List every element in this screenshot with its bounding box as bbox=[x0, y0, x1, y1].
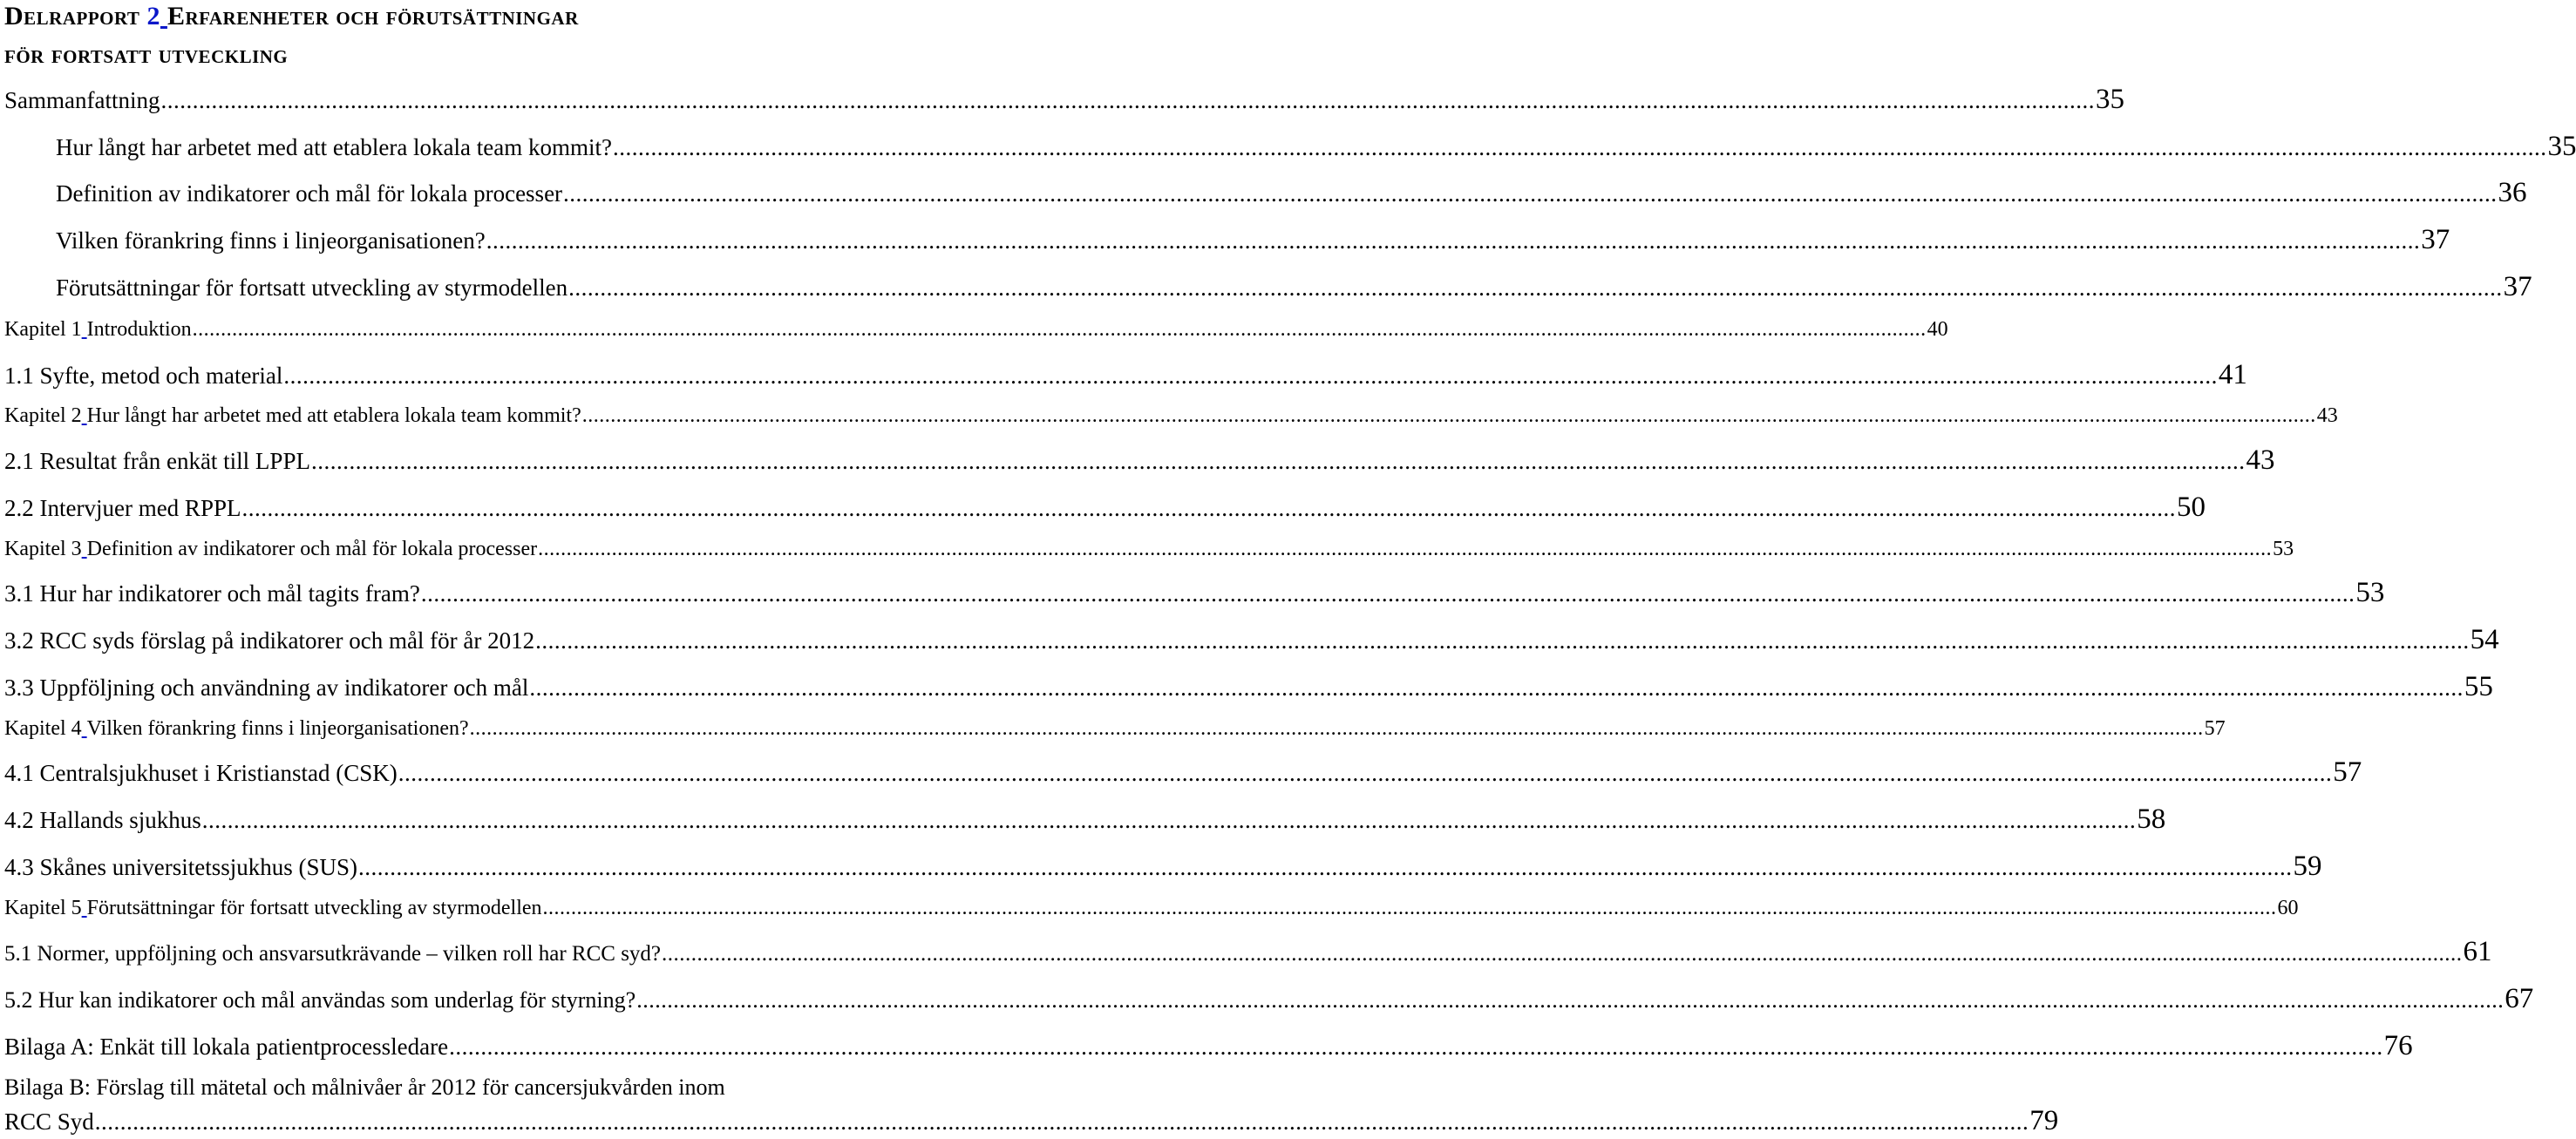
toc-entry-page: 37 bbox=[2503, 271, 2532, 302]
toc-entry-page: 59 bbox=[2293, 851, 2322, 882]
toc-chapter-entry[interactable] bbox=[0, 897, 2299, 919]
toc-entry-page: 53 bbox=[2273, 538, 2294, 560]
toc-entry[interactable] bbox=[0, 444, 2275, 476]
toc-entry-page: 43 bbox=[2316, 404, 2338, 427]
toc-entry-title: Hur långt har arbetet med att etablera lokala team kommit? bbox=[56, 134, 612, 160]
toc-entry-page: 36 bbox=[2498, 177, 2527, 208]
toc-entry-title bbox=[4, 539, 537, 559]
chapter-label: Kapitel 2 bbox=[4, 404, 82, 427]
chapter-title: Definition av indikatorer och mål för lokala processer bbox=[86, 538, 538, 560]
toc-leader bbox=[202, 809, 2137, 832]
toc-entry-title: RCC Syd bbox=[4, 1108, 94, 1135]
toc-leader bbox=[529, 676, 2464, 700]
toc-leader bbox=[421, 582, 2355, 606]
toc-entry[interactable] bbox=[0, 803, 2166, 835]
toc-leader bbox=[283, 364, 2218, 388]
toc-entry-page: 79 bbox=[2029, 1105, 2059, 1136]
toc-entry-title-line1[interactable]: Bilaga B: Förslag till mätetal och målnivåer år 2012 för cancersjukvården inom bbox=[4, 1075, 725, 1100]
toc-leader bbox=[538, 539, 2272, 559]
toc-leader bbox=[568, 276, 2503, 300]
toc-leader bbox=[470, 718, 2204, 739]
toc-entry-title: 4.2 Hallands sjukhus bbox=[4, 807, 201, 833]
toc-entry-title: 4.3 Skånes universitetssjukhus (SUS) bbox=[4, 854, 357, 880]
toc-entry-page: 37 bbox=[2421, 224, 2450, 255]
toc-entry-page: 50 bbox=[2176, 492, 2206, 523]
toc-entry[interactable] bbox=[0, 936, 2492, 967]
toc-leader bbox=[311, 450, 2246, 473]
toc-leader bbox=[160, 89, 2095, 112]
toc-entry-title bbox=[4, 898, 542, 919]
chapter-label: Kapitel 5 bbox=[4, 897, 82, 919]
toc-entry[interactable] bbox=[0, 624, 2499, 655]
toc-entry-title: 2.1 Resultat från enkät till LPPL bbox=[4, 448, 310, 474]
toc-leader bbox=[95, 1110, 2029, 1134]
toc-chapter-entry[interactable] bbox=[0, 318, 1948, 341]
toc-entry-title: Vilken förankring finns i linjeorganisationen? bbox=[56, 227, 486, 254]
toc-entry-title: 2.2 Intervjuer med RPPL bbox=[4, 495, 241, 521]
toc-leader bbox=[662, 943, 2463, 965]
chapter-title: Introduktion bbox=[86, 318, 192, 341]
toc-entry-page: 54 bbox=[2470, 624, 2499, 655]
toc-leader bbox=[543, 898, 2277, 919]
toc-entry-title: 1.1 Syfte, metod och material bbox=[4, 363, 283, 389]
toc-chapter-entry[interactable] bbox=[0, 404, 2338, 427]
toc-entry-page: 43 bbox=[2246, 444, 2275, 476]
toc-entry[interactable] bbox=[0, 1030, 2413, 1061]
toc-leader bbox=[358, 856, 2293, 879]
chapter-label: Kapitel 4 bbox=[4, 717, 82, 740]
toc-entry[interactable] bbox=[0, 131, 2576, 162]
toc-leader bbox=[449, 1035, 2383, 1059]
toc-entry-page: 58 bbox=[2137, 803, 2166, 835]
toc-chapter-entry[interactable] bbox=[0, 538, 2294, 560]
toc-entry[interactable] bbox=[0, 983, 2534, 1014]
toc-leader bbox=[398, 762, 2333, 785]
toc-chapter-entry[interactable] bbox=[0, 717, 2226, 740]
toc-entry-page: 53 bbox=[2355, 577, 2385, 608]
chapter-title: Hur långt har arbetet med att etablera lokala team kommit? bbox=[86, 404, 581, 427]
toc-entry-title: 3.3 Uppföljning och användning av indikatorer och mål bbox=[4, 675, 529, 701]
toc-entry-title: 3.1 Hur har indikatorer och mål tagits fram? bbox=[4, 580, 420, 607]
toc-entry[interactable] bbox=[0, 756, 2362, 788]
toc-entry[interactable] bbox=[0, 359, 2247, 390]
toc-leader bbox=[613, 136, 2547, 159]
report-heading-line2: för fortsatt utveckling bbox=[4, 40, 289, 69]
toc-entry-title: 4.1 Centralsjukhuset i Kristianstad (CSK) bbox=[4, 760, 398, 786]
toc-entry[interactable] bbox=[0, 1105, 2059, 1136]
toc-entry-page: 35 bbox=[2095, 84, 2124, 115]
toc-leader bbox=[535, 629, 2470, 653]
toc-entry-page: 35 bbox=[2547, 131, 2576, 162]
toc-entry[interactable] bbox=[0, 84, 2124, 115]
toc-entry-page: 57 bbox=[2333, 756, 2362, 788]
toc-entry[interactable] bbox=[0, 177, 2527, 208]
toc-entry-page: 60 bbox=[2277, 897, 2299, 919]
toc-entry-page: 76 bbox=[2383, 1030, 2413, 1061]
chapter-label: Kapitel 3 bbox=[4, 538, 82, 560]
toc-leader bbox=[193, 319, 1927, 340]
toc-entry[interactable] bbox=[0, 492, 2206, 523]
toc-entry-title: Sammanfattning bbox=[4, 87, 160, 113]
toc-entry-page: 40 bbox=[1927, 318, 1948, 341]
toc-entry-title bbox=[4, 319, 192, 340]
toc-entry[interactable] bbox=[0, 577, 2385, 608]
toc-leader bbox=[636, 989, 2504, 1012]
toc-entry-title: Förutsättningar för fortsatt utveckling av styrmodellen bbox=[56, 275, 568, 301]
toc-leader bbox=[563, 182, 2498, 206]
toc-entry[interactable] bbox=[0, 671, 2493, 702]
toc-entry-title: 3.2 RCC syds förslag på indikatorer och mål för år 2012 bbox=[4, 627, 535, 654]
report-heading-link-mark[interactable] bbox=[160, 2, 167, 31]
toc-leader bbox=[582, 405, 2316, 426]
toc-entry-title bbox=[4, 405, 581, 426]
toc-entry[interactable] bbox=[0, 851, 2322, 882]
toc-leader bbox=[486, 229, 2421, 253]
chapter-title: Förutsättningar för fortsatt utveckling av styrmodellen bbox=[86, 897, 542, 919]
toc-entry-page: 55 bbox=[2464, 671, 2493, 702]
toc-entry-page: 41 bbox=[2218, 359, 2247, 390]
toc-entry-title: Bilaga A: Enkät till lokala patientprocessledare bbox=[4, 1034, 449, 1060]
report-heading-title: Erfarenheter och förutsättningar bbox=[167, 2, 579, 31]
chapter-label: Kapitel 1 bbox=[4, 318, 82, 341]
toc-entry-title: 5.2 Hur kan indikatorer och mål användas som underlag för styrning? bbox=[4, 987, 636, 1013]
toc-entry-title: Definition av indikatorer och mål för lokala processer bbox=[56, 180, 563, 207]
toc-entry-page: 57 bbox=[2204, 717, 2226, 740]
report-heading-number[interactable]: 2 bbox=[146, 2, 160, 31]
report-heading-prefix: Delrapport bbox=[4, 2, 140, 31]
toc-entry-title bbox=[4, 718, 469, 739]
toc-entry[interactable] bbox=[0, 224, 2450, 255]
toc-entry[interactable] bbox=[0, 271, 2532, 302]
toc-entry-page: 67 bbox=[2505, 983, 2534, 1014]
chapter-title: Vilken förankring finns i linjeorganisationen? bbox=[86, 717, 469, 740]
report-heading-line1 bbox=[4, 3, 579, 30]
toc-entry-page: 61 bbox=[2463, 936, 2492, 967]
toc-leader bbox=[241, 497, 2176, 520]
toc-entry-title: 5.1 Normer, uppföljning och ansvarsutkrävande – vilken roll har RCC syd? bbox=[4, 942, 662, 966]
